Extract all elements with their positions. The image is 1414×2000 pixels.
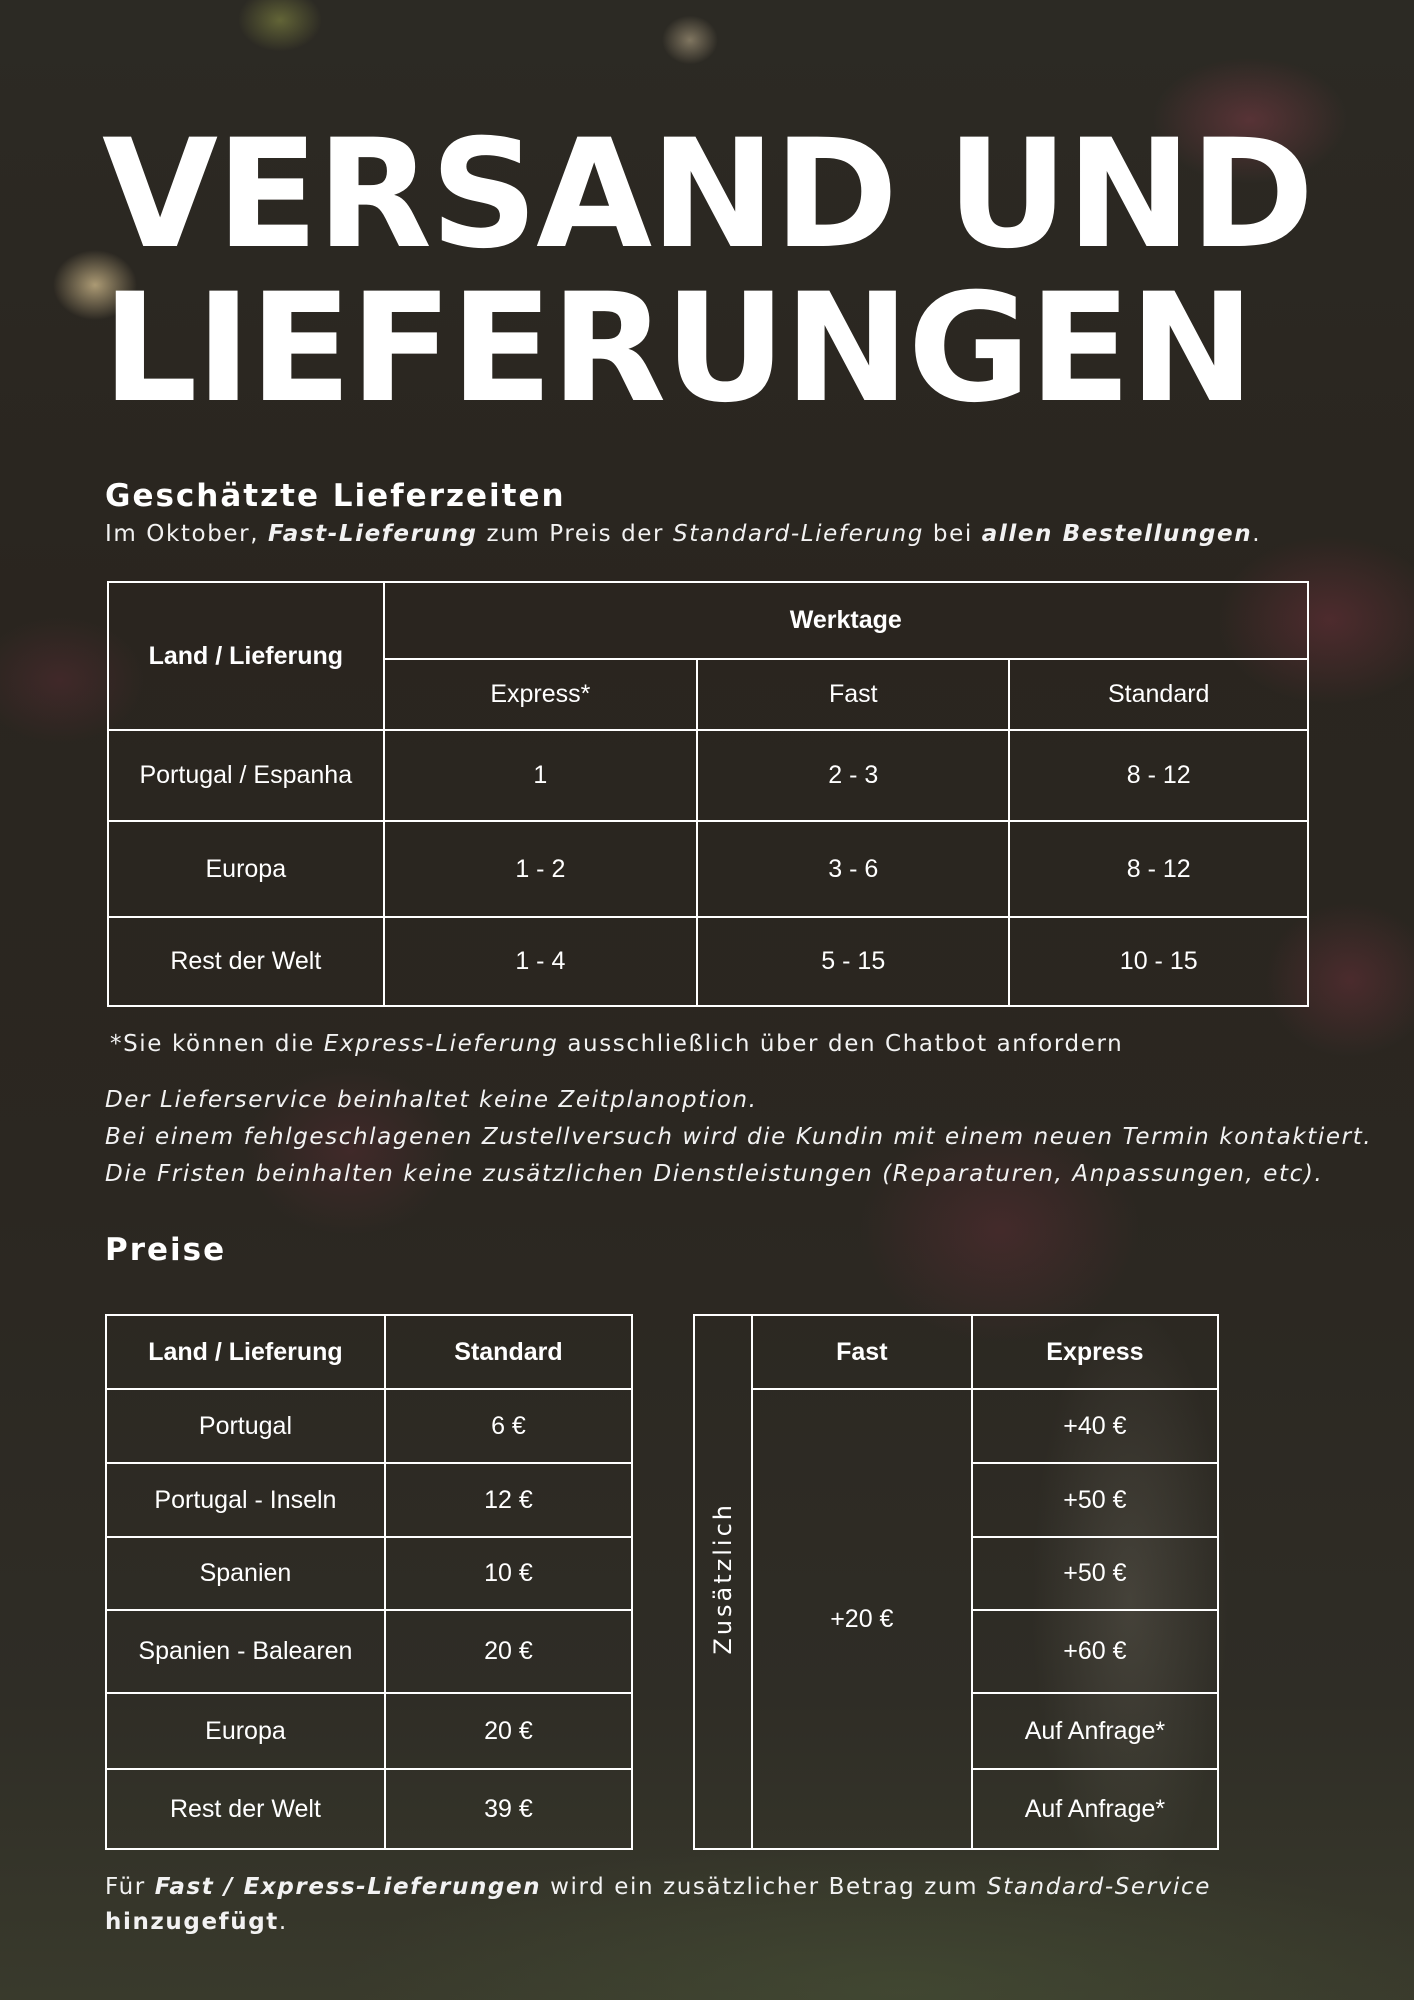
prices-heading: Preise (105, 1232, 227, 1268)
fast-surcharge: +20 € (752, 1389, 972, 1849)
row-standard: 8 - 12 (1009, 821, 1308, 917)
header-country: Land / Lieferung (108, 582, 384, 730)
row-fast: 5 - 15 (697, 917, 1009, 1006)
prices-footer (105, 1870, 1211, 1940)
header-fast: Fast (697, 659, 1009, 730)
title-line-2: LIEFERUNGEN (102, 262, 1253, 436)
express-surcharge: Auf Anfrage* (972, 1693, 1218, 1769)
table-row (106, 1610, 632, 1693)
row-price: 20 € (385, 1610, 632, 1693)
express-surcharge: +50 € (972, 1537, 1218, 1610)
row-country: Rest der Welt (106, 1769, 385, 1849)
table-row (108, 917, 1308, 1006)
row-express: 1 - 4 (384, 917, 697, 1006)
row-country: Europa (106, 1693, 385, 1769)
row-price: 6 € (385, 1389, 632, 1463)
table-row (106, 1463, 632, 1537)
table-row (106, 1537, 632, 1610)
row-country: Spanien - Balearen (106, 1610, 385, 1693)
row-country: Portugal - Inseln (106, 1463, 385, 1537)
row-country: Portugal (106, 1389, 385, 1463)
delivery-notes (105, 1082, 1372, 1193)
row-express: 1 (384, 730, 697, 821)
row-standard: 8 - 12 (1009, 730, 1308, 821)
header-workdays: Werktage (384, 582, 1308, 659)
header-country: Land / Lieferung (106, 1315, 385, 1389)
delivery-intro: Im Oktober, Fast-Lieferung zum Preis der Standard-Lieferung bei allen Bestellungen. (105, 521, 1262, 547)
delivery-times-table (107, 581, 1309, 1007)
express-surcharge: +50 € (972, 1463, 1218, 1537)
header-express: Express (972, 1315, 1218, 1389)
row-country: Europa (108, 821, 384, 917)
row-price: 10 € (385, 1537, 632, 1610)
header-standard: Standard (385, 1315, 632, 1389)
table-row (694, 1389, 1218, 1463)
row-standard: 10 - 15 (1009, 917, 1308, 1006)
table-row (106, 1693, 632, 1769)
row-price: 39 € (385, 1769, 632, 1849)
express-surcharge: +60 € (972, 1610, 1218, 1693)
standard-prices-table (105, 1314, 633, 1850)
footer-line-2: hinzugefügt. (105, 1909, 288, 1935)
note-line: Die Fristen beinhalten keine zusätzlichen Dienstleistungen (Reparaturen, Anpassungen, etc). (105, 1161, 1324, 1187)
extra-side-label: Zusätzlich (708, 1502, 737, 1655)
extra-prices-table (693, 1314, 1219, 1850)
express-footnote: *Sie können die Express-Lieferung ausschließlich über den Chatbot anfordern (110, 1031, 1124, 1057)
header-fast: Fast (752, 1315, 972, 1389)
row-express: 1 - 2 (384, 821, 697, 917)
table-row (106, 1769, 632, 1849)
table-row (106, 1389, 632, 1463)
header-express: Express* (384, 659, 697, 730)
footer-line-1: Für Fast / Express-Lieferungen wird ein zusätzlicher Betrag zum Standard-Service (105, 1874, 1211, 1900)
row-price: 12 € (385, 1463, 632, 1537)
row-fast: 3 - 6 (697, 821, 1009, 917)
row-price: 20 € (385, 1693, 632, 1769)
table-row (108, 730, 1308, 821)
note-line: Bei einem fehlgeschlagenen Zustellversuch wird die Kundin mit einem neuen Termin kontaktiert. (105, 1124, 1373, 1150)
express-surcharge: +40 € (972, 1389, 1218, 1463)
row-country: Portugal / Espanha (108, 730, 384, 821)
extra-side-cell (694, 1315, 752, 1849)
table-row (108, 821, 1308, 917)
delivery-times-heading: Geschätzte Lieferzeiten (105, 478, 566, 514)
express-surcharge: Auf Anfrage* (972, 1769, 1218, 1849)
title-line-1: VERSAND UND (102, 108, 1313, 282)
row-country: Spanien (106, 1537, 385, 1610)
note-line: Der Lieferservice beinhaltet keine Zeitplanoption. (105, 1087, 758, 1113)
header-standard: Standard (1009, 659, 1308, 730)
row-country: Rest der Welt (108, 917, 384, 1006)
page-title (102, 108, 1313, 436)
row-fast: 2 - 3 (697, 730, 1009, 821)
